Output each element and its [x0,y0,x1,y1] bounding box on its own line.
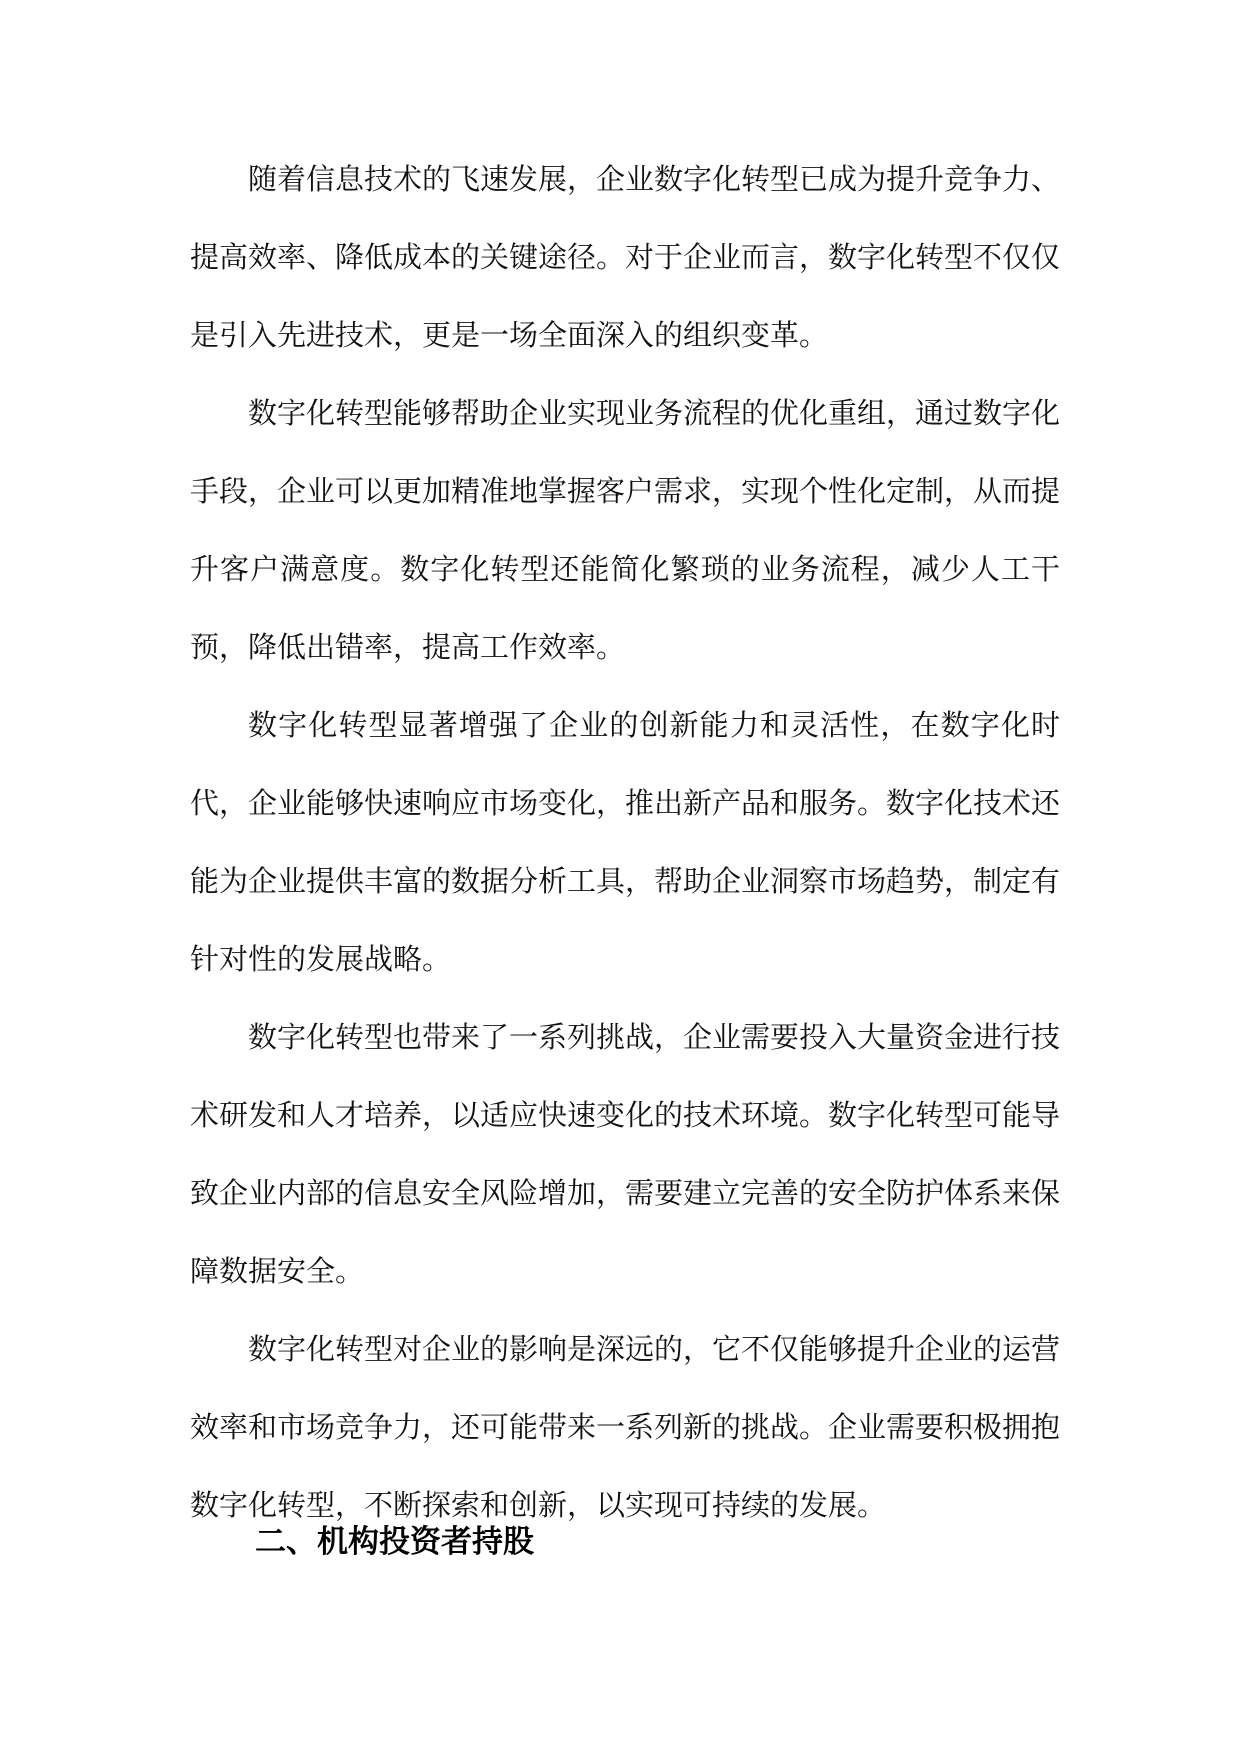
paragraph-3: 数字化转型显著增强了企业的创新能力和灵活性，在数字化时代，企业能够快速响应市场变化，推出新产品和服务。数字化技术还能为企业提供丰富的数据分析工具，帮助企业洞察市场趋势，制定有针对性的发展战略。 [190,708,1061,976]
paragraph-5: 数字化转型对企业的影响是深远的，它不仅能够提升企业的运营效率和市场竞争力，还可能带来一系列新的挑战。企业需要积极拥抱数字化转型，不断探索和创新，以实现可持续的发展。 [190,1332,1061,1522]
body-text [190,140,1060,1544]
section-heading: 二、机构投资者持股 [255,1524,534,1560]
paragraph-1: 随着信息技术的飞速发展，企业数字化转型已成为提升竞争力、提高效率、降低成本的关键途径。对于企业而言，数字化转型不仅仅是引入先进技术，更是一场全面深入的组织变革。 [190,162,1061,352]
paragraph-4: 数字化转型也带来了一系列挑战，企业需要投入大量资金进行技术研发和人才培养，以适应快速变化的技术环境。数字化转型可能导致企业内部的信息安全风险增加，需要建立完善的安全防护体系来保障数据安全。 [190,1020,1061,1288]
paragraph-2: 数字化转型能够帮助企业实现业务流程的优化重组，通过数字化手段，企业可以更加精准地掌握客户需求，实现个性化定制，从而提升客户满意度。数字化转型还能简化繁琐的业务流程，减少人工干预，降低出错率，提高工作效率。 [190,396,1061,664]
